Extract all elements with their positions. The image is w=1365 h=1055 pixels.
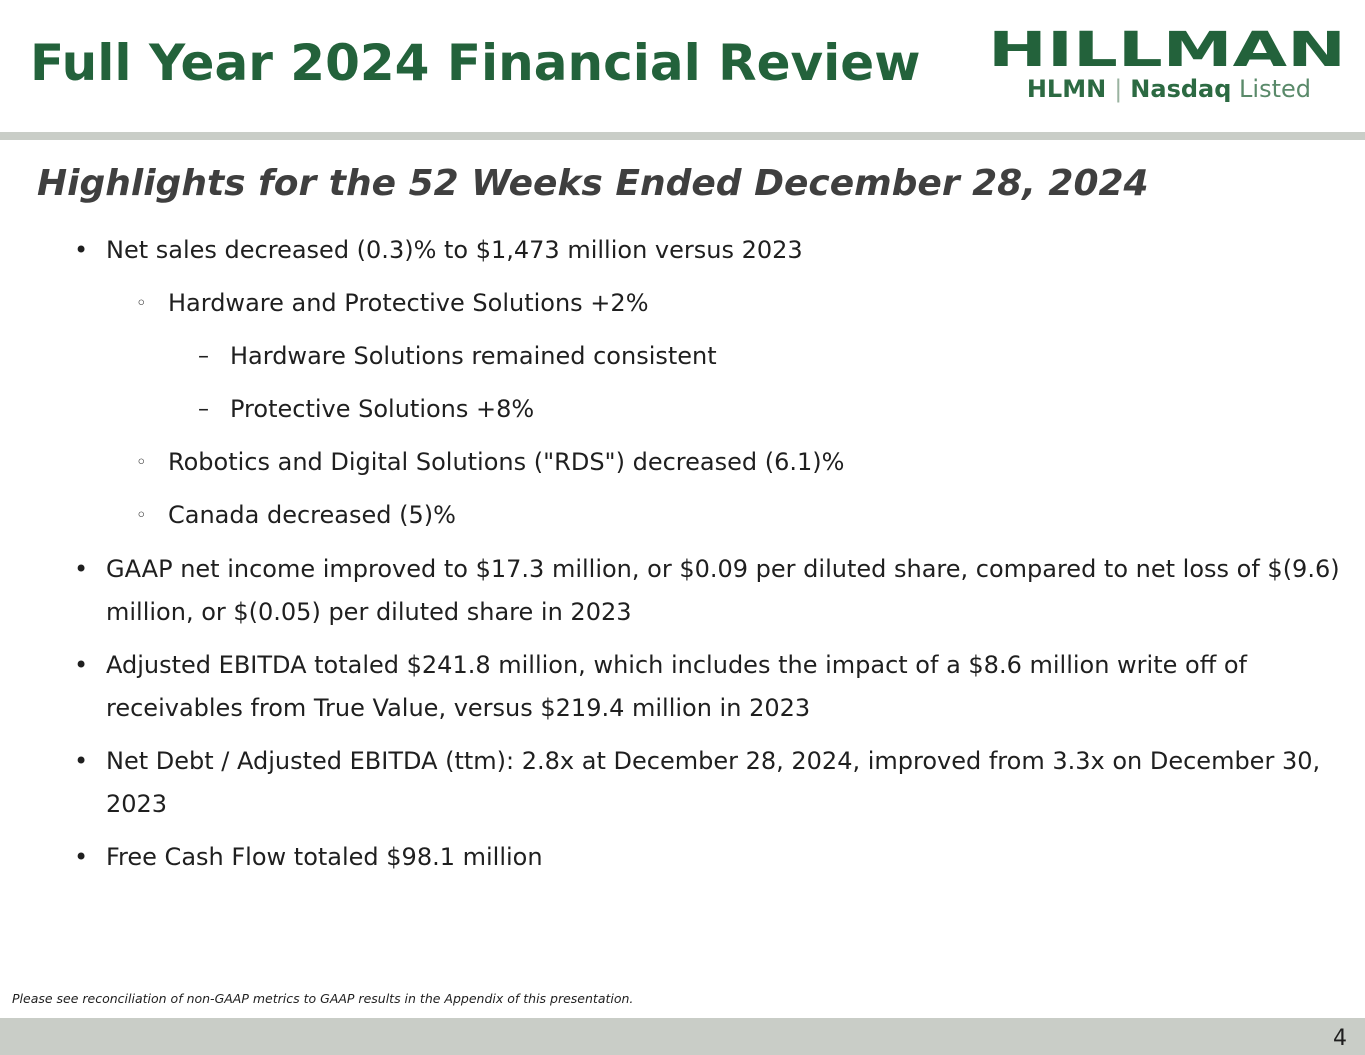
bullet-text: Robotics and Digital Solutions ("RDS") decreased (6.1)% bbox=[168, 448, 845, 476]
bullet-gaap-net-income bbox=[74, 548, 1341, 634]
logo-listed: Listed bbox=[1239, 75, 1311, 103]
footnote: Please see reconciliation of non-GAAP metrics to GAAP results in the Appendix of this presentation. bbox=[12, 991, 634, 1006]
bullet-protective-solutions bbox=[198, 388, 1320, 431]
logo-exchange: Nasdaq bbox=[1130, 75, 1232, 103]
bullet-adjusted-ebitda bbox=[74, 644, 1341, 730]
bullet-text: Protective Solutions +8% bbox=[230, 395, 535, 423]
bullet-text: Net Debt / Adjusted EBITDA (ttm): 2.8x at December 28, 2024, improved from 3.3x on December 30, 2023 bbox=[106, 747, 1321, 818]
bullet-text: Free Cash Flow totaled $98.1 million bbox=[106, 843, 543, 871]
page-number: 4 bbox=[1333, 1026, 1347, 1051]
bullet-marker: • bbox=[74, 843, 89, 871]
bullet-text: GAAP net income improved to $17.3 million, or $0.09 per diluted share, compared to net loss of $(9.6) million, or $(0.05) per diluted share in 2023 bbox=[106, 555, 1340, 626]
bullet-marker: • bbox=[74, 555, 89, 583]
logo-wordmark-text: HILLMAN bbox=[988, 26, 1346, 74]
bullet-text: Hardware and Protective Solutions +2% bbox=[168, 289, 649, 317]
bullet-canada bbox=[136, 494, 1318, 537]
bullet-marker: ◦ bbox=[136, 293, 147, 314]
bullet-free-cash-flow bbox=[74, 836, 1341, 879]
logo-ticker: HLMN bbox=[1026, 75, 1107, 103]
bullet-hardware-solutions bbox=[198, 335, 1320, 378]
page-title: Full Year 2024 Financial Review bbox=[30, 34, 921, 92]
bullet-rds bbox=[136, 441, 1318, 484]
bullet-marker: – bbox=[198, 397, 209, 422]
bullet-text: Canada decreased (5)% bbox=[168, 501, 456, 529]
bullet-net-debt bbox=[74, 740, 1341, 826]
footer-bar bbox=[0, 1018, 1365, 1055]
logo-separator: | bbox=[1114, 75, 1123, 103]
bullet-text: Net sales decreased (0.3)% to $1,473 million versus 2023 bbox=[106, 236, 803, 264]
bullet-marker: • bbox=[74, 651, 89, 679]
bullet-marker: • bbox=[74, 747, 89, 775]
bullet-marker: ◦ bbox=[136, 505, 147, 526]
section-subtitle: Highlights for the 52 Weeks Ended December 28, 2024 bbox=[37, 163, 1149, 204]
bullet-marker: – bbox=[198, 344, 209, 369]
bullet-marker: ◦ bbox=[136, 452, 147, 473]
bullet-text: Hardware Solutions remained consistent bbox=[230, 342, 717, 370]
bullet-net-sales bbox=[74, 229, 1341, 272]
bullet-hardware-protective bbox=[136, 282, 1318, 325]
bullet-text: Adjusted EBITDA totaled $241.8 million, which includes the impact of a $8.6 million write off of receivables from True Value, versus $219.4 million in 2023 bbox=[106, 651, 1247, 722]
bullet-marker: • bbox=[74, 236, 89, 264]
